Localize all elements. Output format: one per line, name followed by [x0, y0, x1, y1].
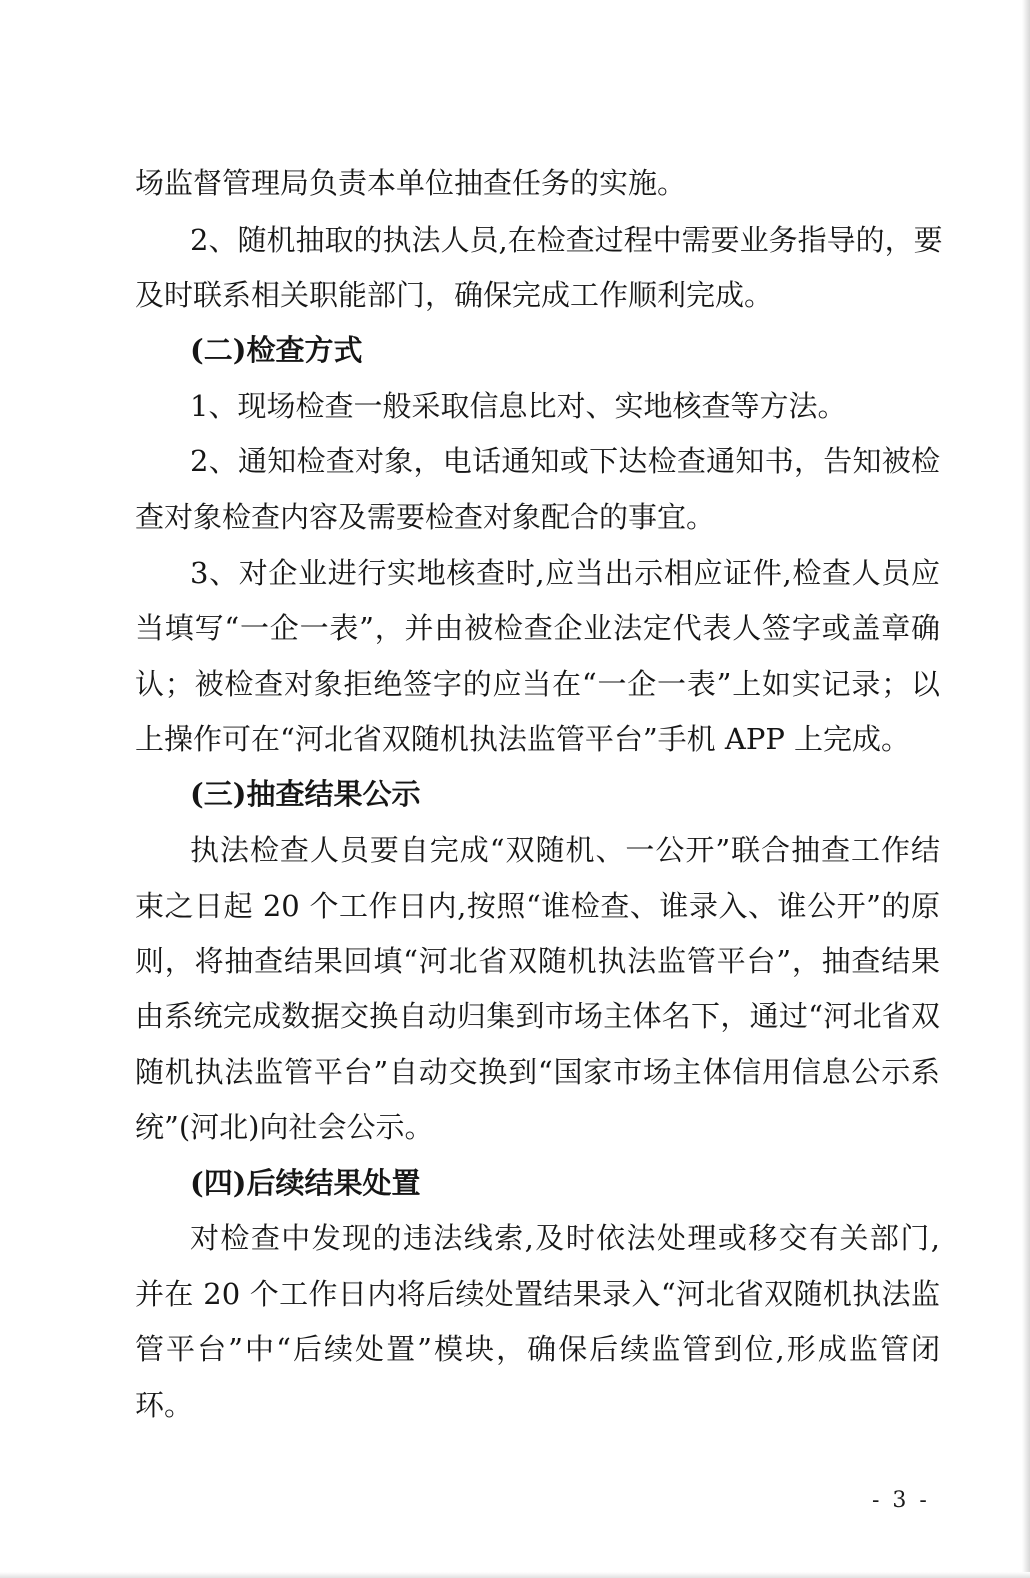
- text-line-content: 则，将抽查结果回填“河北省双随机执法监管平台”，抽查结果: [135, 944, 940, 978]
- text-line-content: 认；被检查对象拒绝签字的应当在“一企一表”上如实记录；以: [135, 667, 940, 701]
- text-line-content: 1、现场检查一般采取信息比对、实地核查等方法。: [190, 389, 847, 423]
- text-line: [0, 266, 1030, 324]
- section-heading: [0, 1154, 1030, 1212]
- text-line-content: 及时联系相关职能部门，确保完成工作顺利完成。: [135, 278, 774, 312]
- text-line: [0, 1098, 1030, 1156]
- text-line-content: 束之日起 20 个工作日内,按照“谁检查、谁录入、谁公开”的原: [135, 889, 940, 923]
- text-line-content: 上操作可在“河北省双随机执法监管平台”手机 APP 上完成。: [135, 722, 911, 756]
- section-heading-text: (二)检查方式: [190, 333, 363, 367]
- section-heading-text: (三)抽查结果公示: [190, 777, 421, 811]
- text-line: [0, 932, 1030, 990]
- text-line-content: 执法检查人员要自完成“双随机、一公开”联合抽查工作结: [190, 833, 940, 867]
- text-line: [0, 821, 1030, 879]
- text-line-content: 并在 20 个工作日内将后续处置结果录入“河北省双随机执法监: [135, 1277, 940, 1311]
- text-line-content: 2、随机抽取的执法人员,在检查过程中需要业务指导的，要: [190, 223, 943, 257]
- page-bottom-shadow: [0, 1572, 1030, 1578]
- text-line-content: 环。: [135, 1388, 194, 1422]
- section-heading: [0, 765, 1030, 823]
- text-line: [0, 1265, 1030, 1323]
- page-number: - 3 -: [872, 1488, 930, 1513]
- text-line-content: 2、通知检查对象，电话通知或下达检查通知书，告知被检: [190, 444, 940, 478]
- text-line-content: 对检查中发现的违法线索,及时依法处理或移交有关部门,: [190, 1221, 940, 1255]
- section-heading-text: (四)后续结果处置: [190, 1166, 421, 1200]
- text-line-content: 随机执法监管平台”自动交换到“国家市场主体信用信息公示系: [135, 1055, 940, 1089]
- text-line: [0, 211, 1030, 269]
- text-line: [0, 1376, 1030, 1434]
- text-line: [0, 710, 1030, 768]
- text-line-content: 管平台”中“后续处置”模块，确保后续监管到位,形成监管闭: [135, 1332, 940, 1366]
- text-line: [0, 154, 1030, 212]
- section-heading: [0, 321, 1030, 379]
- text-line-content: 3、对企业进行实地核查时,应当出示相应证件,检查人员应: [190, 556, 940, 590]
- text-line-content: 由系统完成数据交换自动归集到市场主体名下，通过“河北省双: [135, 999, 940, 1033]
- text-line: [0, 655, 1030, 713]
- text-line: [0, 599, 1030, 657]
- text-line: [0, 377, 1030, 435]
- text-line-content: 场监督管理局负责本单位抽查任务的实施。: [135, 166, 687, 200]
- text-line-content: 当填写“一企一表”，并由被检查企业法定代表人签字或盖章确: [135, 611, 940, 645]
- text-line: [0, 432, 1030, 490]
- text-line-content: 统”(河北)向社会公示。: [135, 1110, 434, 1144]
- text-line: [0, 1320, 1030, 1378]
- text-line: [0, 1209, 1030, 1267]
- text-line-content: 查对象检查内容及需要检查对象配合的事宜。: [135, 500, 716, 534]
- text-line: [0, 877, 1030, 935]
- text-line: [0, 544, 1030, 602]
- text-line: [0, 488, 1030, 546]
- text-line: [0, 987, 1030, 1045]
- text-line: [0, 1043, 1030, 1101]
